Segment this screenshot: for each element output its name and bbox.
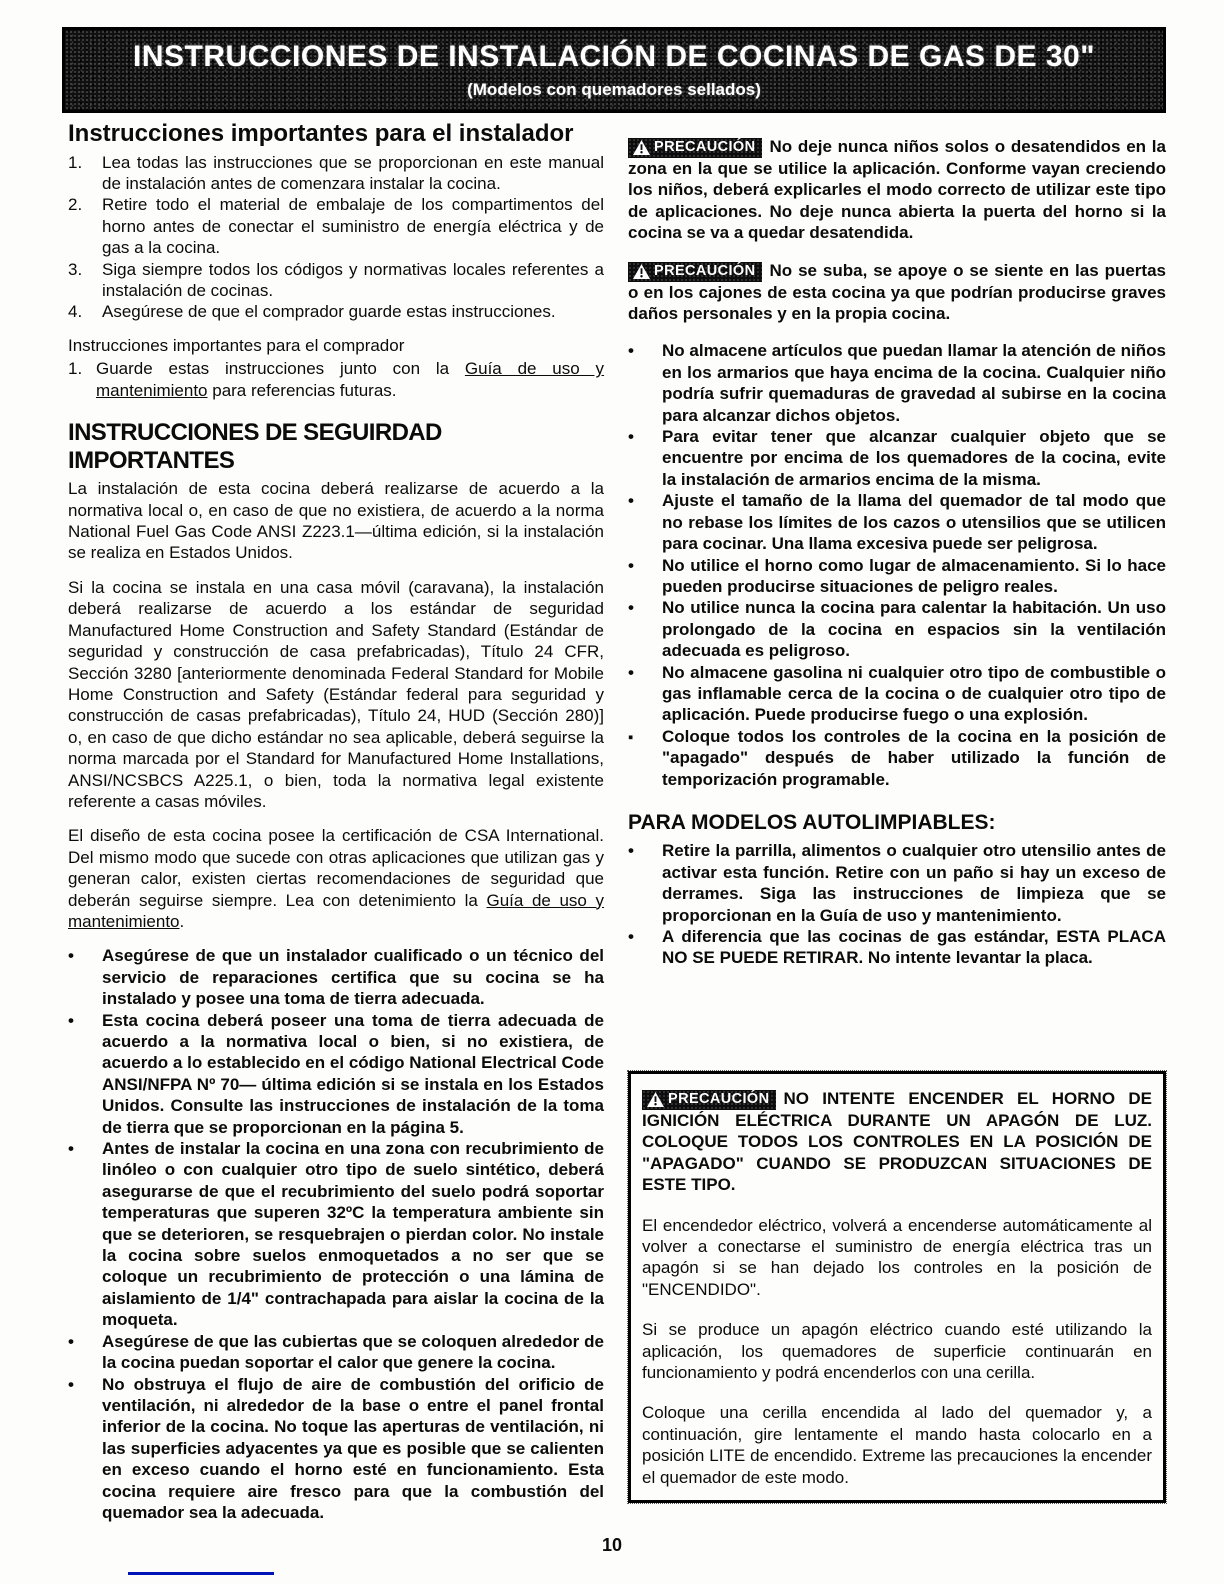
box-paragraph: Si se produce un apagón eléctrico cuando esté utilizando la aplicación, los quemadores de superficie continuarán en funcionamiento y podrá encenderlos con una cerilla. — [642, 1320, 1152, 1383]
box-paragraph: Coloque una cerilla encendida al lado del quemador y, a continuación, gire lentamente el mando hasta colocarlo en a posición LITE de encendido. Extreme las precauciones la encender el quemador de este modo. — [642, 1403, 1152, 1487]
bullet-icon — [628, 840, 662, 926]
item-text: Lea todas las instrucciones que se proporcionan en este manual de instalación antes de comenzara instalar la cocina. — [102, 152, 604, 193]
power-outage-warning-box — [628, 1071, 1166, 1503]
item-text: Retire todo el material de embalaje de los compartimentos del horno antes de conectar el suministro de energía eléctrica y de gas a la cocina. — [102, 195, 604, 258]
warning-icon — [647, 1092, 664, 1107]
item-text-post: para referencias futuras. — [207, 380, 397, 400]
bullet-item — [628, 662, 1166, 726]
precaucion-label: PRECAUCIÓN — [654, 262, 756, 279]
bullet-text: Coloque todos los controles de la cocina en la posición de "apagado" después de haber utilizado la función de temporización programable. — [662, 726, 1166, 789]
bullet-icon — [68, 1374, 102, 1524]
square-bullet-icon — [628, 726, 662, 790]
warning-icon — [633, 140, 650, 155]
bullet-icon — [68, 1331, 102, 1374]
bullet-item — [68, 1331, 604, 1374]
bullet-item — [628, 426, 1166, 490]
bullet-item — [68, 1010, 604, 1138]
left-column — [68, 120, 604, 1523]
paragraph-text: El diseño de esta cocina posee la certificación de CSA International. Del mismo modo que sucede con otras aplicaciones que utilizan gas y generan calor, existen ciertas recomendaciones de seguridad que deberán seguirse siempre. Lea con detenimiento la — [68, 826, 604, 910]
bullet-item — [628, 926, 1166, 969]
precaucion-label: PRECAUCIÓN — [654, 139, 756, 156]
safety-paragraph — [68, 825, 604, 932]
page-number: 10 — [601, 1535, 623, 1555]
bullet-icon — [68, 945, 102, 1009]
right-column — [628, 136, 1166, 1536]
bullet-icon — [628, 597, 662, 661]
item-number: 1. — [68, 359, 83, 379]
safety-heading: INSTRUCCIONES DE SEGUIRDAD IMPORTANTES — [68, 419, 442, 474]
list-item — [68, 152, 604, 195]
bullet-item — [628, 726, 1166, 790]
bullet-text: Asegúrese de que las cubiertas que se coloquen alrededor de la cocina puedan soportar el calor que genere la cocina. — [102, 1331, 604, 1373]
bullet-item — [68, 1374, 604, 1524]
list-item — [68, 358, 604, 401]
warning-icon — [633, 264, 650, 279]
safety-paragraph: La instalación de esta cocina deberá realizarse de acuerdo a la normativa local o, en caso de que no existiera, de acuerdo a la norma National Fuel Gas Code ANSI Z223.1—última edición, si la instalación se realiza en Estados Unidos. — [68, 479, 604, 563]
item-number: 1. — [68, 152, 83, 172]
bullet-text: Retire la parrilla, alimentos o cualquier otro utensilio antes de activar esta función. Retire con un paño si hay un exceso de derrames. Siga las instrucciones de limpieza que se proporcionan en la Guía de uso y mantenimiento. — [662, 841, 1166, 925]
caution-text: NO INTENTE ENCENDER EL HORNO DE IGNICIÓN ELÉCTRICA DURANTE UN APAGÓN DE LUZ. COLOQUE TODOS LOS CONTROLES EN LA POSICIÓN DE "APAGADO" CUANDO SE PRODUZCAN SITUACIONES DE ESTE TIPO. — [642, 1089, 1152, 1195]
selfclean-heading: PARA MODELOS AUTOLIMPIABLES: — [628, 810, 996, 834]
box-paragraph: El encendedor eléctrico, volverá a encenderse automáticamente al volver a conectarse el suministro de energía eléctrica tras un apagón si se han dejado los controles en la posición de "ENCENDIDO". — [642, 1215, 1152, 1299]
precaucion-badge — [628, 262, 762, 282]
bullet-icon — [628, 662, 662, 726]
item-number: 3. — [68, 259, 83, 279]
bullet-item — [68, 1138, 604, 1331]
box-caution-paragraph — [642, 1088, 1152, 1196]
caution-paragraph — [628, 136, 1166, 244]
scan-mark-line — [128, 1572, 274, 1575]
buyer-heading: Instrucciones importantes para el comprador — [68, 335, 405, 355]
bullet-item — [628, 340, 1166, 426]
banner-title: INSTRUCCIONES DE INSTALACIÓN DE COCINAS DE GAS DE 30" — [133, 40, 1095, 73]
bullet-text: Ajuste el tamaño de la llama del quemador de tal modo que no rebase los límites de los cazos o utensilios que se utilicen para cocinar. Una llama excesiva puede ser peligrosa. — [662, 491, 1166, 554]
bullet-icon — [628, 555, 662, 598]
bullet-text: Esta cocina deberá poseer una toma de tierra adecuada de acuerdo a la normativa local o bien, si no existiera, de acuerdo a lo establecido en el código National Electrical Code ANSI/NFPA Nº 70— última edición si se instala en los Estados Unidos. Consulte las instrucciones de instalación de la toma de tierra que se proporcionan en la página 5. — [102, 1010, 604, 1137]
bullet-item — [628, 597, 1166, 661]
banner-subtitle: (Modelos con quemadores sellados) — [467, 80, 761, 99]
precaucion-badge — [628, 138, 762, 158]
bullet-icon — [628, 426, 662, 490]
item-text-pre: Guarde estas instrucciones junto con la — [96, 359, 465, 379]
item-text — [96, 358, 604, 401]
precaucion-badge — [642, 1090, 776, 1110]
bullet-text: No utilice nunca la cocina para calentar la habitación. Un uso prolongado de la cocina en espacios sin la ventilación adecuada es peligroso. — [662, 598, 1166, 661]
bullet-icon — [628, 340, 662, 426]
list-item — [68, 301, 604, 322]
item-number: 2. — [68, 195, 83, 215]
bullet-text: No utilice el horno como lugar de almacenamiento. Si lo hace pueden producirse situaciones de peligro reales. — [662, 555, 1166, 596]
item-number: 4. — [68, 302, 83, 322]
bullet-text: No almacene gasolina ni cualquier otro tipo de combustible o gas inflamable cerca de la cocina o de cualquier otro tipo de aplicación. Puede producirse fuego o una explosión. — [662, 662, 1166, 725]
list-item — [68, 259, 604, 302]
bullet-text: No obstruya el flujo de aire de combustión del orificio de ventilación, ni alrededor de la base o entre el panel frontal inferior de la cocina. No toque las aperturas de ventilación, ni las superficies adyacentes ya que es posible que se calienten en exceso cuando el horno esté en funcionamiento. Esta cocina requiere aire fresco para que la combustión del quemador sea la adecuada. — [102, 1374, 604, 1522]
item-text: Asegúrese de que el comprador guarde estas instrucciones. — [102, 302, 556, 322]
bullet-item — [628, 840, 1166, 926]
bullet-text: Asegúrese de que un instalador cualificado o un técnico del servicio de reparaciones certifica que su cocina se ha instalado y posee una toma de tierra adecuada. — [102, 946, 604, 1009]
bullet-text: Antes de instalar la cocina en una zona con recubrimiento de linóleo o con cualquier otro tipo de suelo sintético, deberá asegurarse de que el recubrimiento del suelo podrá soportar temperaturas que superen 32ºC la temperatura ambiente sin que se deterioren, se resquebrajen o pierdan color. No instale la cocina sobre suelos enmoquetados a no ser que se coloque un recubrimiento de protección o una lámina de aislamiento de 1/4" contrachapada para aislar la cocina de la moqueta. — [102, 1139, 604, 1330]
safety-paragraph: Si la cocina se instala en una casa móvil (caravana), la instalación deberá realizarse de acuerdo a los estándar de seguridad Manufactured Home Construction and Safety Standard (Estándar de seguridad y construcción de casa prefabricadas), Título 24 CFR, Sección 3280 [anteriormente denominada Federal Standard for Mobile Home Construction and Safety (Estándar federal para seguridad y construcción de casas prefabricadas), Título 24, HUD (Sección 280)] o, en caso de que dicho estándar no sea aplicable, deberá seguirse la norma marcada por el Standard for Manufactured Home Installations, ANSI/NCSBCS A225.1, o bien, toda la normativa legal existente referente a casas móviles. — [68, 577, 604, 811]
caution-paragraph — [628, 260, 1166, 325]
caution-text: No deje nunca niños solos o desatendidos en la zona en la que se utilice la aplicación. Conforme vayan creciendo los niños, deberá explicarles el modo correcto de utilizar este tipo de aplicaciones. No deje nunca abierta la puerta del horno si la cocina se va a quedar desatendida. — [628, 137, 1166, 243]
list-item — [68, 194, 604, 258]
bullet-text: A diferencia que las cocinas de gas estándar, ESTA PLACA NO SE PUEDE RETIRAR. No intente levantar la placa. — [662, 927, 1166, 968]
bullet-item — [628, 490, 1166, 554]
bullet-item — [68, 945, 604, 1009]
bullet-text: Para evitar tener que alcanzar cualquier objeto que se encuentre por encima de los quemadores de la cocina, evite la instalación de armarios encima de la misma. — [662, 427, 1166, 489]
guide-reference: Guía de uso y mantenimiento — [68, 890, 604, 931]
bullet-text: No almacene artículos que puedan llamar la atención de niños en los armarios que haya encima de la cocina. Cualquier niño podría sufrir quemaduras de gravedad al subirse en la cocina para alcanzar dichos objetos. — [662, 341, 1166, 425]
bullet-icon — [628, 926, 662, 969]
precaucion-label: PRECAUCIÓN — [668, 1091, 770, 1108]
guide-reference: Guía de uso y mantenimiento — [96, 359, 605, 400]
bullet-icon — [628, 490, 662, 554]
bullet-item — [628, 555, 1166, 598]
bullet-icon — [68, 1010, 102, 1138]
caution-text: No se suba, se apoye o se siente en las puertas o en los cajones de esta cocina ya que podrían producirse graves daños personales y en la propia cocina. — [628, 260, 1166, 324]
title-banner — [62, 27, 1166, 113]
paragraph-text: . — [179, 911, 185, 931]
bullet-icon — [68, 1138, 102, 1331]
item-text: Siga siempre todos los códigos y normativas locales referentes a instalación de cocinas. — [102, 259, 604, 301]
installer-heading: Instrucciones importantes para el instalador — [68, 120, 574, 147]
